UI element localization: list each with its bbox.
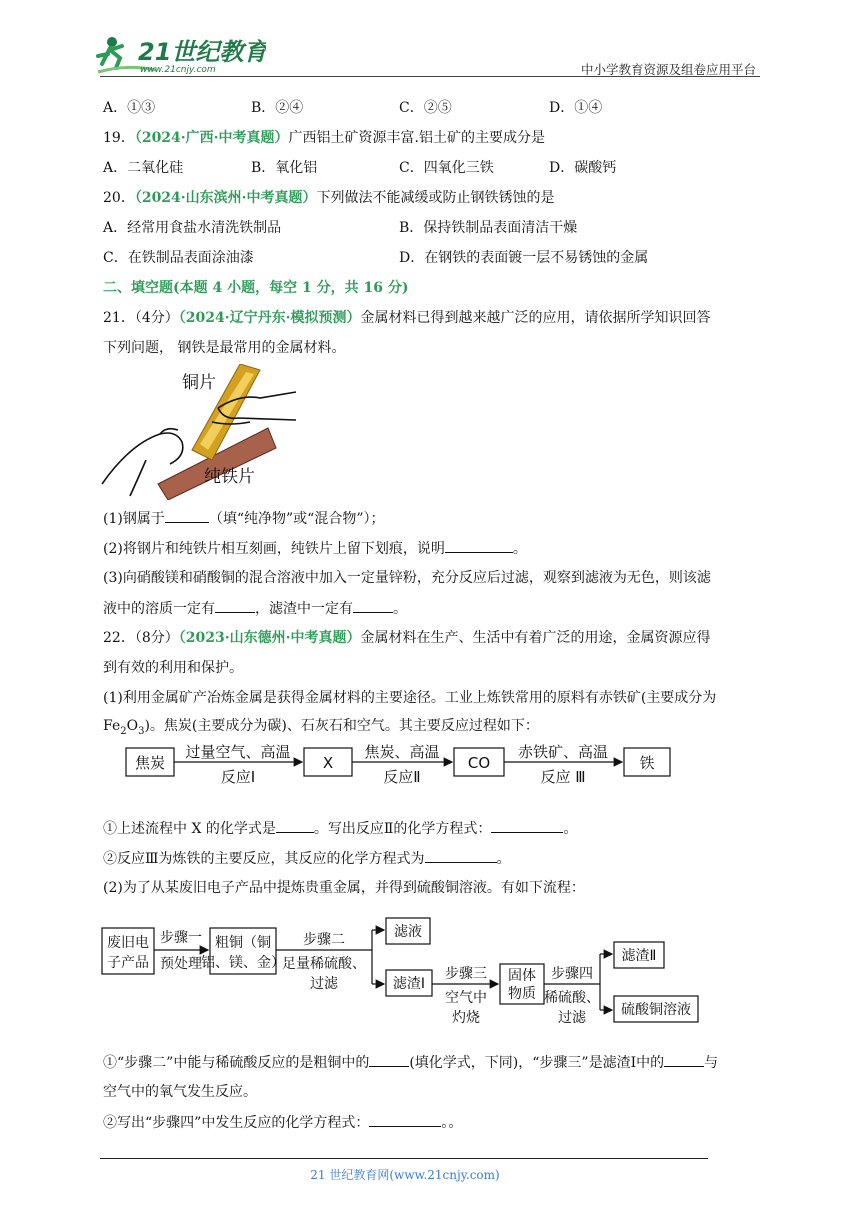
q21-part2-end: 。: [512, 541, 527, 557]
q22-question1: [103, 818, 763, 839]
q22-question4-end: 。。: [441, 1115, 463, 1131]
q20-stem: [103, 188, 763, 208]
q22-question2-text: ②反应Ⅲ为炼铁的主要反应，其反应的化学方程式为: [103, 851, 425, 867]
formula-sub: 3: [138, 725, 145, 737]
q22-question3-line1: [103, 1052, 763, 1073]
q21-part3-line2: [103, 598, 763, 619]
q18-option-c: C．②⑤: [399, 100, 452, 116]
answer-blank[interactable]: [353, 598, 393, 613]
flow-box-label: 子产品: [107, 955, 149, 971]
q21-text-2: 下列问题， 钢铁是最常用的金属材料。: [103, 340, 346, 356]
flow-box-label: 焦炭: [134, 754, 166, 772]
flow-reaction-label: 反应Ⅱ: [383, 768, 421, 786]
q19-option-b: B．氧化铝: [251, 160, 318, 176]
answer-blank[interactable]: [664, 1052, 704, 1067]
platform-name: 中小学教育资源及组卷应用平台: [580, 62, 756, 77]
q21-figure: [100, 364, 300, 500]
answer-blank[interactable]: [369, 1112, 441, 1127]
q21-text-1: 金属材料已得到越来越广泛的应用，请依据所学知识回答: [360, 310, 711, 326]
q21-part3-end: 。: [393, 601, 407, 617]
q20-option-d: D．在钢铁的表面镀一层不易锈蚀的金属: [399, 250, 649, 266]
q19-source-tag: （2024·广西·中考真题）: [134, 130, 289, 146]
flow-reaction-label: 反应 Ⅲ: [540, 768, 586, 786]
flow-box-label: 滤渣Ⅱ: [621, 948, 657, 964]
flow-box-label: 粗铜（铜: [215, 935, 271, 951]
flow-box-label: X: [322, 754, 334, 772]
q18-option-b: B．②④: [251, 100, 304, 116]
q20-option-c: C．在铁制品表面涂油漆: [103, 250, 254, 266]
flow-box-label: 硫酸铜溶液: [621, 1002, 691, 1018]
q19-option-a: A．二氧化硅: [103, 160, 184, 176]
flow-box-label: 固体: [508, 968, 536, 984]
q22-text-2: 到有效的利用和保护。: [103, 660, 243, 676]
answer-blank[interactable]: [276, 818, 314, 833]
section-title: 二、填空题(本题 4 小题，每空 1 分，共 16 分): [103, 280, 409, 296]
q22-part1-line1: (1)利用金属矿产冶炼金属是获得金属材料的主要途径。工业上炼铁常用的原料有赤铁矿(主要成分为: [103, 690, 717, 706]
flow-condition: 赤铁矿、高温: [517, 743, 609, 761]
q20-option-a: A．经常用食盐水清洗铁制品: [103, 220, 282, 236]
answer-blank[interactable]: [425, 848, 497, 863]
q20-number: 20．: [103, 190, 135, 206]
q21-part3-line1: (3)向硝酸镁和硝酸铜的混合溶液中加入一定量锌粉，充分反应后过滤，观察到滤液为无色，则该滤: [103, 570, 711, 586]
q21-part2: [103, 538, 763, 559]
formula-sub: 2: [120, 725, 127, 737]
q19-text: 广西铝土矿资源丰富.铝土矿的主要成分是: [288, 130, 545, 146]
q21-stem: [103, 308, 763, 328]
flow-box-label: 滤渣Ⅰ: [392, 976, 426, 992]
flow-step-label: 足量稀硫酸、: [282, 956, 366, 972]
copper-plate-label: 铜片: [182, 373, 216, 393]
flow-box-label: 废旧电: [107, 935, 149, 951]
answer-blank[interactable]: [369, 1052, 409, 1067]
flow-step-label: 步骤二: [303, 932, 345, 948]
q21-part2-text: (2)将钢片和纯铁片相互刻画，纯铁片上留下划痕，说明: [103, 541, 445, 557]
q22-question3-text2: (填化学式，下同)，“步骤三”是滤渣Ⅰ中的: [409, 1055, 665, 1071]
flow-step-label: 步骤一: [160, 930, 202, 946]
flow-box-label: 铁: [639, 754, 655, 772]
copper-recovery-flowchart: [100, 910, 700, 1030]
flow-step-label: 过滤: [558, 1010, 586, 1026]
flow-step-label: 稀硫酸、: [544, 990, 600, 1006]
q22-question2: [103, 848, 763, 869]
iron-smelting-flowchart: [124, 740, 684, 790]
q21-part1-text: (1)钢属于: [103, 511, 165, 527]
q19-number: 19．: [103, 130, 135, 146]
formula-o: O: [126, 718, 139, 734]
header-divider: [100, 76, 760, 77]
answer-blank[interactable]: [491, 818, 563, 833]
flow-reaction-label: 反应Ⅰ: [220, 768, 256, 786]
flow-box-label: 铝、镁、金）: [201, 955, 285, 971]
q22-question4-text: ②写出“步骤四”中发生反应的化学方程式：: [103, 1115, 370, 1131]
q21-source-tag: （2024·辽宁丹东·模拟预测）: [178, 310, 361, 326]
flow-box-label: 物质: [508, 986, 536, 1002]
footer-link[interactable]: 21 世纪教育网(www.21cnjy.com): [310, 1168, 500, 1182]
q22-question3-line2: 空气中的氧气发生反应。: [103, 1084, 257, 1100]
flow-condition: 焦炭、高温: [364, 743, 440, 761]
answer-blank[interactable]: [445, 538, 513, 553]
q22-question1-text2: 。写出反应Ⅱ的化学方程式：: [313, 821, 492, 837]
q22-text-1: 金属材料在生产、生活中有着广泛的用途，金属资源应得: [360, 630, 711, 646]
flow-step-label: 步骤四: [551, 966, 593, 982]
q21-part3-text: 液中的溶质一定有: [103, 601, 215, 617]
flow-box-label: CO: [467, 754, 491, 772]
q20-option-b: B．保持铁制品表面清洁干燥: [399, 220, 578, 236]
q22-question1-end: 。: [563, 821, 578, 837]
q18-option-a: A．①③: [103, 100, 156, 116]
flow-step-label: 步骤三: [445, 966, 487, 982]
flow-step-label: 灼烧: [452, 1010, 480, 1026]
q22-part1-line2: [103, 716, 763, 742]
q22-question2-end: 。: [496, 851, 511, 867]
flow-condition: 过量空气、高温: [185, 743, 291, 761]
q22-question4: [103, 1112, 763, 1133]
flow-step-label: 预处理: [160, 956, 202, 972]
footer-divider: [100, 1158, 708, 1159]
q21-part1: [103, 508, 763, 529]
q22-part2-text: (2)为了从某废旧电子产品中提炼贵重金属，并得到硫酸铜溶液。有如下流程：: [103, 880, 585, 896]
q22-number: 22．（8分）: [103, 630, 179, 646]
q18-option-d: D．①④: [549, 100, 603, 116]
logo-text: 21世纪教育: [138, 38, 266, 66]
q22-stem: [103, 628, 763, 648]
q19-stem: [103, 128, 763, 148]
iron-plate-label: 纯铁片: [204, 467, 255, 487]
q22-question1-text: ①上述流程中 X 的化学式是: [103, 821, 276, 837]
q21-part3-text2: ，滤渣中一定有: [255, 601, 353, 617]
flow-step-label: 过滤: [310, 976, 338, 992]
q19-option-d: D．碳酸钙: [549, 160, 617, 176]
q19-option-c: C．四氧化三铁: [399, 160, 494, 176]
q22-part1-text: )。焦炭(主要成分为碳)、石灰石和空气。其主要反应过程如下：: [144, 718, 539, 734]
answer-blank[interactable]: [165, 508, 209, 523]
flow-box-label: 滤液: [394, 924, 422, 940]
q20-text: 下列做法不能减缓或防止钢铁锈蚀的是: [316, 190, 555, 206]
q22-question3-text3: 与: [704, 1055, 719, 1071]
q21-part1-hint: （填“纯净物”或“混合物”）；: [208, 511, 385, 527]
q22-source-tag: （2023·山东德州·中考真题）: [178, 630, 361, 646]
answer-blank[interactable]: [215, 598, 255, 613]
q21-number: 21．（4分）: [103, 310, 179, 326]
site-logo: [96, 28, 266, 76]
logo-url: www.21cnjy.com: [140, 65, 216, 75]
formula-fe: Fe: [103, 718, 121, 734]
q20-source-tag: （2024·山东滨州·中考真题）: [134, 190, 317, 206]
q22-question3-text: ①“步骤二”中能与稀硫酸反应的是粗铜中的: [103, 1055, 370, 1071]
flow-step-label: 空气中: [445, 990, 487, 1006]
